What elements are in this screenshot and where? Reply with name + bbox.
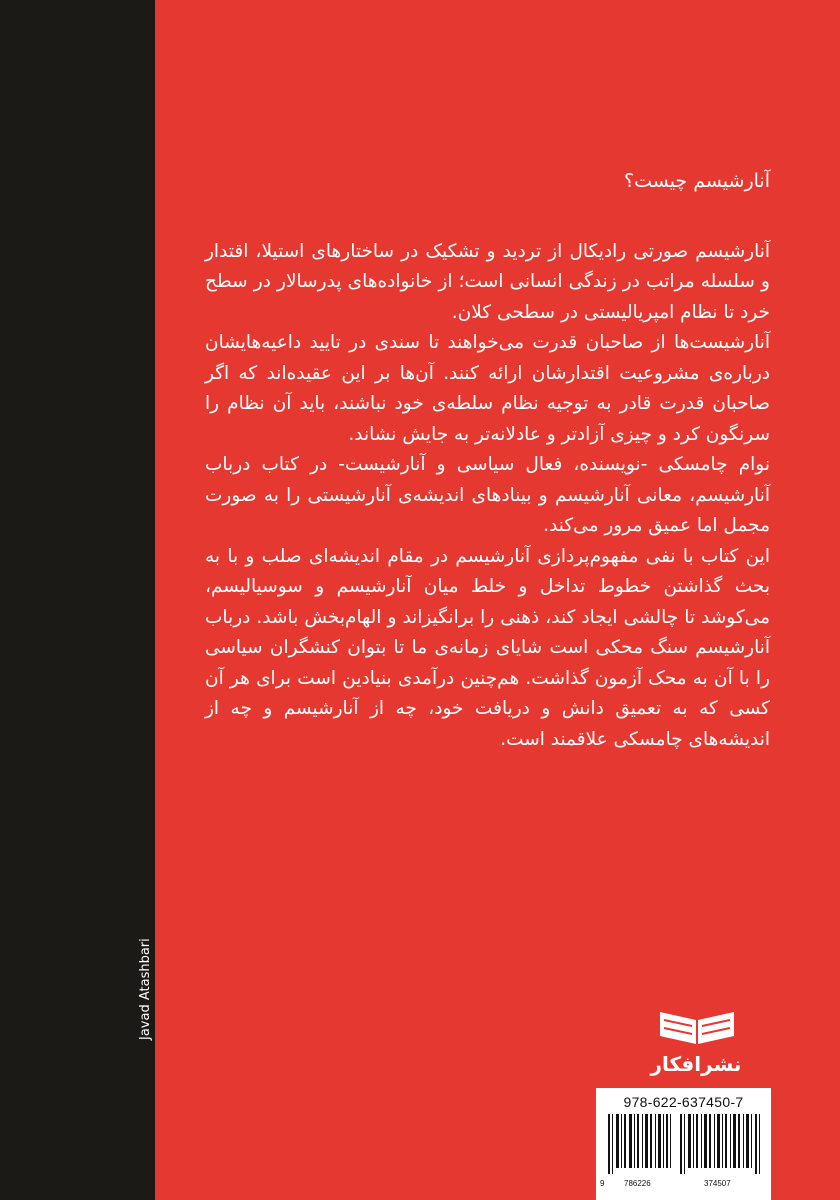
spine-author: Javad Atashbari bbox=[138, 938, 153, 1040]
blurb-paragraph-1: آنارشیسم صورتی رادیکال از تردید و تشکیک در ساختارهای استیلا، اقتدار و سلسله مراتب در زندگی انسانی است؛ از خانواده‌های پدرسالار در سطح خرد تا نظام امپریالیستی در سطحی کلان. bbox=[205, 240, 770, 323]
blurb-title: آنارشیسم چیست؟ bbox=[624, 170, 770, 192]
isbn-barcode-block bbox=[596, 1088, 771, 1200]
back-cover-text bbox=[205, 166, 770, 755]
blurb-paragraph-2: آنارشیست‌ها از صاحبان قدرت می‌خواهند تا سندی در تایید داعیه‌هایشان درباره‌ی مشروعیت اقتدارشان ارائه کنند. آن‌ها بر این عقیده‌اند که اگر صاحبان قدرت قادر به توجیه نظام سلطه‌ی خود نباشند، باید آن نظام را سرنگون کرد و چیزی آزادتر و عادلانه‌تر به جایش نشاند. bbox=[205, 332, 770, 445]
blurb-paragraph-4: این کتاب با نفی مفهوم‌پردازی آنارشیسم در مقام اندیشه‌ای صلب و با به بحث گذاشتن خطوط تداخل و خلط میان آنارشیسم و سوسیالیسم، می‌کوشد تا چالشی ایجاد کند، ذهنی را برانگیزاند و الهام‌بخش باشد. درباب آنارشیسم سنگ محکی است شایای زمانه‌ی ما تا بتوان کنشگران سیاسی را با آن به محک آزمون گذاشت. هم‌چنین درآمدی بنیادین است برای هر آن کسی که به تعمیق دانش و دریافت خود، چه از آنارشیسم و چه از اندیشه‌های چامسکی علاقمند است. bbox=[205, 545, 770, 750]
barcode bbox=[604, 1114, 764, 1174]
book-spine bbox=[0, 0, 155, 1200]
isbn-number: 978-622-637450-7 bbox=[623, 1094, 744, 1110]
barcode-digits-right: 374507 bbox=[704, 1179, 731, 1188]
publisher-name: نشرافکار bbox=[650, 1052, 742, 1076]
blurb-paragraph-3: نوام چامسکی -نویسنده، فعال سیاسی و آنارشیست- در کتاب درباب آنارشیسم، معانی آنارشیسم و بینادهای اندیشه‌ی آنارشیستی را به صورت مجمل اما عمیق مرور می‌کند. bbox=[205, 454, 770, 536]
barcode-digits-left: 786226 bbox=[624, 1179, 651, 1188]
barcode-digit-lead: 9 bbox=[600, 1179, 605, 1188]
